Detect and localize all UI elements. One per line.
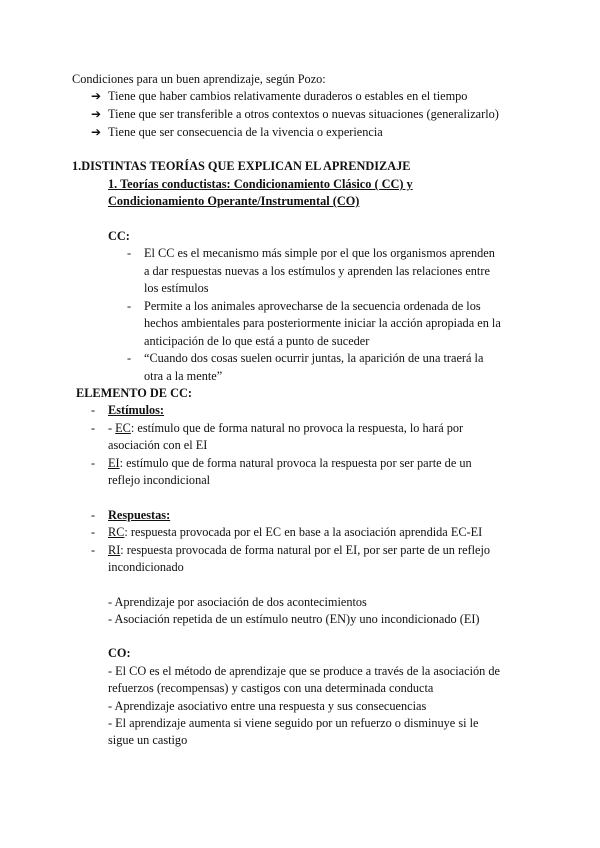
rc-text: : respuesta provocada por el EC en base a la asociación aprendida EC-EI <box>124 525 483 539</box>
rc-term: RC <box>108 525 125 539</box>
ei-text: : estímulo que de forma natural provoca la respuesta por ser parte de un <box>119 456 472 470</box>
ec-term: EC <box>115 421 131 435</box>
bullet-dash: - <box>91 421 96 435</box>
cc-bullet-line: Permite a los animales aprovecharse de la secuencia ordenada de los <box>144 299 481 313</box>
condition-item: Tiene que ser transferible a otros contextos o nuevas situaciones (generalizarlo) <box>108 107 499 121</box>
subheading-line-2: Condicionamiento Operante/Instrumental (CO) <box>108 194 360 208</box>
bullet-dash: - <box>127 299 132 313</box>
ei-term: EI <box>108 456 120 470</box>
co-line: sigue un castigo <box>108 733 188 747</box>
cc-bullet-line: otra a la mente” <box>144 369 223 383</box>
co-line: - El aprendizaje aumenta si viene seguido por un refuerzo o disminuye si le <box>108 716 479 730</box>
elemento-heading: ELEMENTO DE CC: <box>76 386 192 400</box>
rc-definition <box>108 524 482 541</box>
ei-definition-cont: reflejo incondicional <box>108 473 211 487</box>
cc-bullet-line: anticipación de lo que está a punto de suceder <box>144 334 370 348</box>
ec-definition <box>108 420 463 437</box>
bullet-dash: - <box>91 456 96 470</box>
asociacion-note: - Asociación repetida de un estímulo neutro (EN)y uno incondicionado (EI) <box>108 612 480 626</box>
cc-bullet-line: El CC es el mecanismo más simple por el que los organismos aprenden <box>144 246 495 260</box>
respuestas-label: Respuestas: <box>108 508 171 522</box>
arrow-icon: ➔ <box>91 89 102 103</box>
ec-text: : estímulo que de forma natural no provoca la respuesta, lo hará por <box>130 421 464 435</box>
asociacion-note: - Aprendizaje por asociación de dos acontecimientos <box>108 595 367 609</box>
bullet-dash: - <box>91 543 96 557</box>
ri-definition-cont: incondicionado <box>108 560 184 574</box>
estimulos-label: Estímulos: <box>108 403 165 417</box>
co-label: CO: <box>108 646 131 660</box>
subheading-line-1: 1. Teorías conductistas: Condicionamiento Clásico ( CC) y <box>108 177 413 191</box>
cc-bullet-line: “Cuando dos cosas suelen ocurrir juntas, la aparición de una traerá la <box>144 351 484 365</box>
co-line: refuerzos (recompensas) y castigos con una determinada conducta <box>108 681 434 695</box>
intro-title: Condiciones para un buen aprendizaje, según Pozo: <box>72 72 326 86</box>
ec-definition-cont: asociación con el EI <box>108 438 208 452</box>
bullet-dash: - <box>91 525 96 539</box>
arrow-icon: ➔ <box>91 107 102 121</box>
bullet-dash: - <box>91 403 96 417</box>
cc-label: CC: <box>108 229 130 243</box>
section-heading: 1.DISTINTAS TEORÍAS QUE EXPLICAN EL APRENDIZAJE <box>72 159 411 173</box>
cc-bullet-line: hechos ambientales para posteriormente iniciar la acción apropiada en la <box>144 316 501 330</box>
co-line: - El CO es el método de aprendizaje que se produce a través de la asociación de <box>108 664 500 678</box>
ec-prefix: - <box>108 421 116 435</box>
condition-item: Tiene que ser consecuencia de la vivencia o experiencia <box>108 125 383 139</box>
bullet-dash: - <box>127 351 132 365</box>
cc-bullet-line: a dar respuestas nuevas a los estímulos y aprenden las relaciones entre <box>144 264 490 278</box>
cc-bullet-line: los estímulos <box>144 281 209 295</box>
ri-definition <box>108 542 490 559</box>
bullet-dash: - <box>127 246 132 260</box>
ri-term: RI <box>108 543 121 557</box>
arrow-icon: ➔ <box>91 125 102 139</box>
bullet-dash: - <box>91 508 96 522</box>
ei-definition <box>108 455 472 472</box>
condition-item: Tiene que haber cambios relativamente duraderos o estables en el tiempo <box>108 89 468 103</box>
co-line: - Aprendizaje asociativo entre una respuesta y sus consecuencias <box>108 699 427 713</box>
ri-text: : respuesta provocada de forma natural por el EI, por ser parte de un reflejo <box>120 543 491 557</box>
